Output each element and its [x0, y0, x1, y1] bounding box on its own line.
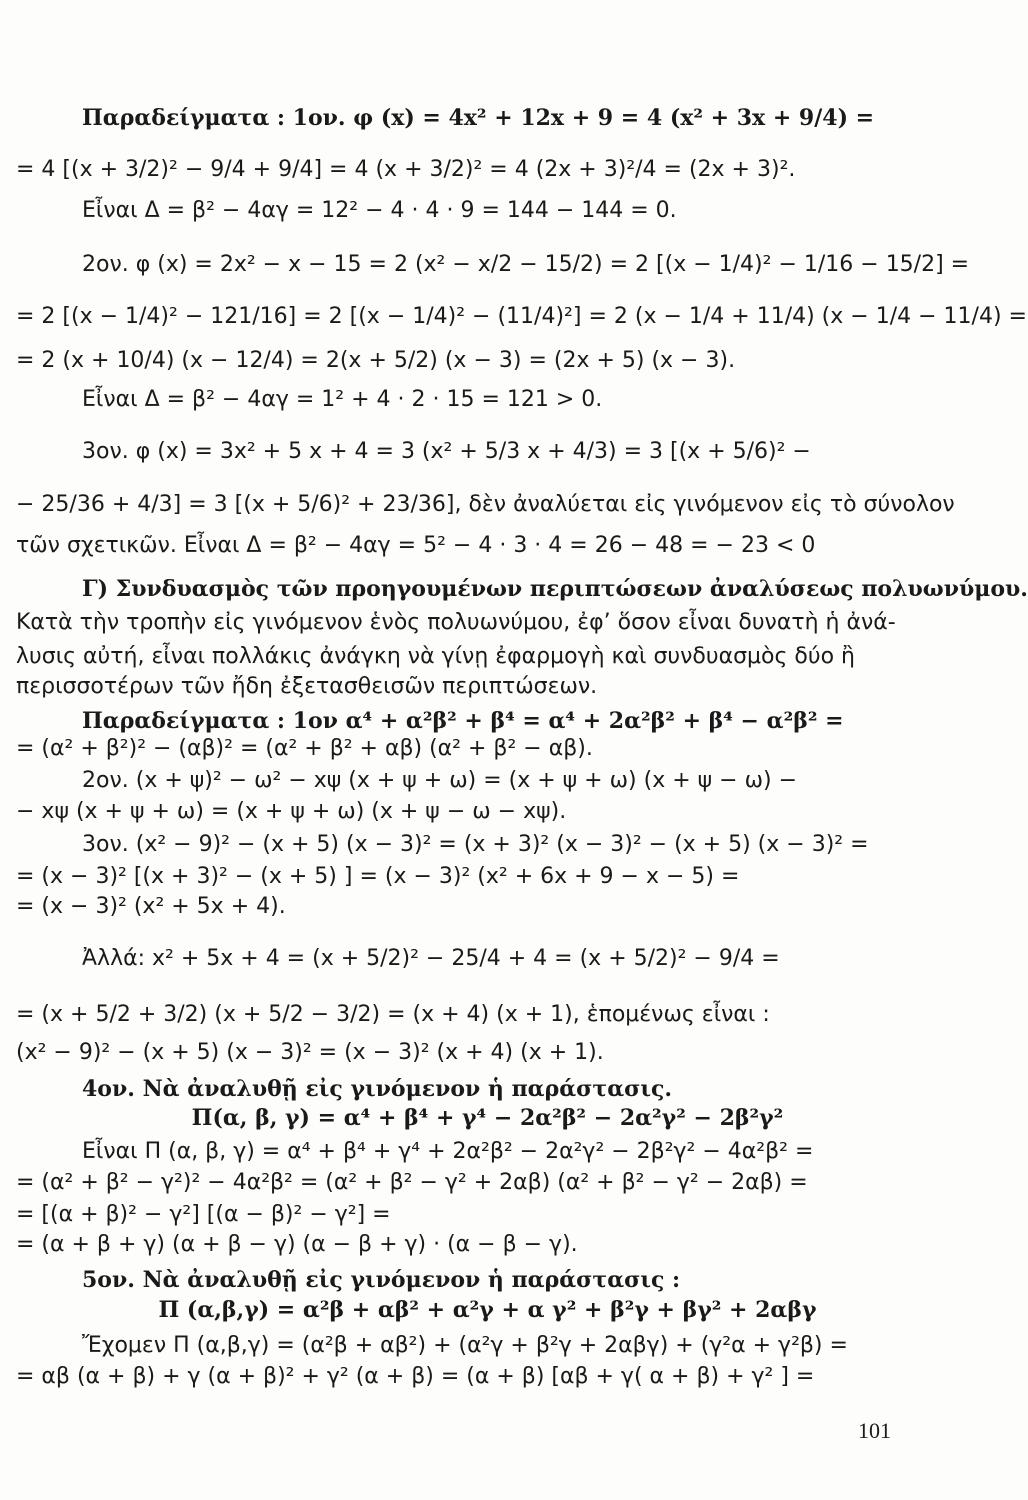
problem-heading: 5ον. Νὰ ἀναλυθῇ εἰς γινόμενον ἡ παράστασις : [82, 1267, 681, 1293]
text-line: Εἶναι Δ = β² − 4αγ = 12² − 4 · 4 · 9 = 144 − 144 = 0. [82, 198, 677, 223]
text-line: Εἶναι Δ = β² − 4αγ = 1² + 4 · 2 · 15 = 121 > 0. [82, 387, 603, 412]
text-line: 3ον. (x² − 9)² − (x + 5) (x − 3)² = (x + 3)² (x − 3)² − (x + 5) (x − 3)² = [82, 832, 869, 857]
text-line: Παραδείγματα : 1ον α⁴ + α²β² + β⁴ = α⁴ + 2α²β² + β⁴ − α²β² = [82, 708, 844, 734]
text-line: = αβ (α + β) + γ (α + β)² + γ² (α + β) = (α + β) [αβ + γ( α + β) + γ² ] = [16, 1364, 815, 1389]
text-line: = (α + β + γ) (α + β − γ) (α − β + γ) · (α − β − γ). [16, 1232, 578, 1257]
text-line: = (x − 3)² (x² + 5x + 4). [16, 894, 286, 919]
text-line: Εἶναι Π (α, β, γ) = α⁴ + β⁴ + γ⁴ + 2α²β² − 2α²γ² − 2β²γ² − 4α²β² = [82, 1139, 814, 1164]
formula-centered: Π (α,β,γ) = α²β + αβ² + α²γ + α γ² + β²γ + βγ² + 2αβγ [158, 1297, 817, 1323]
text-line: τῶν σχετικῶν. Εἶναι Δ = β² − 4αγ = 5² − 4 · 3 · 4 = 26 − 48 = − 23 < 0 [16, 533, 816, 558]
text-line: = 2 [(x − 1/4)² − 121/16] = 2 [(x − 1/4)² − (11/4)²] = 2 (x − 1/4 + 11/4) (x − 1/4 − 11/4) = [16, 304, 1027, 329]
text-line: περισσοτέρων τῶν ἤδη ἐξετασθεισῶν περιπτώσεων. [16, 674, 598, 699]
text-line: Ἔχομεν Π (α,β,γ) = (α²β + αβ²) + (α²γ + β²γ + 2αβγ) + (γ²α + γ²β) = [82, 1333, 848, 1358]
text-line: = (α² + β² − γ²)² − 4α²β² = (α² + β² − γ² + 2αβ) (α² + β² − γ² − 2αβ) = [16, 1170, 808, 1195]
text-line: Ἀλλά: x² + 5x + 4 = (x + 5/2)² − 25/4 + 4 = (x + 5/2)² − 9/4 = [82, 946, 780, 971]
text-line: = (α² + β²)² − (αβ)² = (α² + β² + αβ) (α² + β² − αβ). [16, 736, 593, 761]
text-line: 2ον. (x + ψ)² − ω² − xψ (x + ψ + ω) = (x + ψ + ω) (x + ψ − ω) − [82, 768, 797, 793]
text-line: − 25/36 + 4/3] = 3 [(x + 5/6)² + 23/36], δὲν ἀναλύεται εἰς γινόμενον εἰς τὸ σύνολον [16, 492, 955, 517]
text-line: 3ον. φ (x) = 3x² + 5 x + 4 = 3 (x² + 5/3 x + 4/3) = 3 [(x + 5/6)² − [82, 439, 811, 464]
text-line: = 2 (x + 10/4) (x − 12/4) = 2(x + 5/2) (x − 3) = (2x + 5) (x − 3). [16, 348, 736, 373]
text-line: = [(α + β)² − γ²] [(α − β)² − γ²] = [16, 1202, 391, 1227]
section-heading: Γ) Συνδυασμὸς τῶν προηγουμένων περιπτώσεων ἀναλύσεως πολυωνύμου. [82, 576, 1028, 602]
text-line: Κατὰ τὴν τροπὴν εἰς γινόμενον ἑνὸς πολυωνύμου, ἐφ’ ὅσον εἶναι δυνατὴ ἡ ἀνά- [16, 610, 896, 635]
text-line: − xψ (x + ψ + ω) = (x + ψ + ω) (x + ψ − ω − xψ). [16, 799, 567, 824]
text-line: λυσις αὐτή, εἶναι πολλάκις ἀνάγκη νὰ γίνῃ ἐφαρμογὴ καὶ συνδυασμὸς δύο ἢ [16, 644, 855, 669]
text-line: 2ον. φ (x) = 2x² − x − 15 = 2 (x² − x/2 − 15/2) = 2 [(x − 1/4)² − 1/16 − 15/2] = [82, 252, 970, 277]
text-line: Παραδείγματα : 1ον. φ (x) = 4x² + 12x + 9 = 4 (x² + 3x + 9/4) = [82, 105, 875, 131]
problem-heading: 4ον. Νὰ ἀναλυθῇ εἰς γινόμενον ἡ παράστασις. [82, 1076, 673, 1102]
page-number: 101 [858, 1418, 891, 1443]
text-line: = 4 [(x + 3/2)² − 9/4 + 9/4] = 4 (x + 3/2)² = 4 (2x + 3)²/4 = (2x + 3)². [16, 157, 796, 182]
text-line: = (x + 5/2 + 3/2) (x + 5/2 − 3/2) = (x + 4) (x + 1), ἑπομένως εἶναι : [16, 1002, 770, 1027]
text-line: = (x − 3)² [(x + 3)² − (x + 5) ] = (x − 3)² (x² + 6x + 9 − x − 5) = [16, 864, 740, 889]
text-line: (x² − 9)² − (x + 5) (x − 3)² = (x − 3)² (x + 4) (x + 1). [16, 1040, 604, 1065]
formula-centered: Π(α, β, γ) = α⁴ + β⁴ + γ⁴ − 2α²β² − 2α²γ² − 2β²γ² [191, 1105, 784, 1131]
